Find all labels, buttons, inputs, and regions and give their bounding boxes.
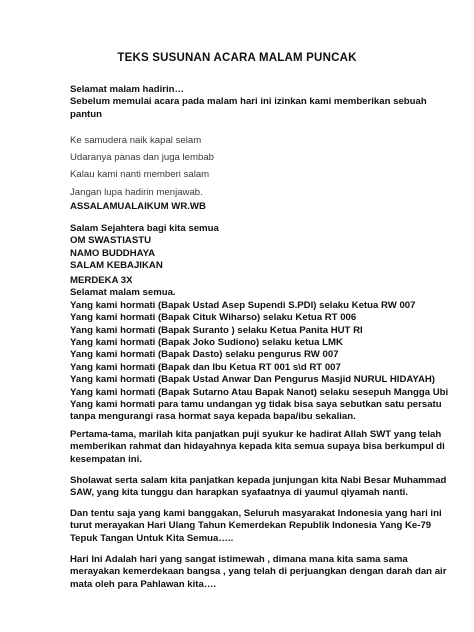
paragraph-special-day [70,554,447,591]
paragraph-line: SAW, yang kita tunggu dan harapkan syafaatnya di yaumul qiyamah nanti. [70,487,408,499]
greeting-line: OM SWASTIASTU [70,235,152,247]
paragraph-line: memberikan rahmat dan hidayahnya kepada kita semua supaya bisa berkumpul di [70,441,445,453]
assalamualaikum-line [70,201,438,213]
paragraph-line: mata oleh para Pahlawan kita…. [70,578,217,590]
merdeka-line: tanpa mengurangi rasa hormat saya kepada bapa/ibu sekalian. [70,411,356,423]
paragraph-line: kesempatan ini. [70,453,142,465]
paragraph-line: Hari Ini Adalah hari yang sangat istimewah , dimana mana kita sama sama [70,554,408,565]
greeting-line: Salam Sejahtera bagi kita semua [70,223,219,234]
greetings-section [70,223,438,273]
merdeka-line: Yang kami hormati (Bapak Cituk Wiharso) selaku Ketua RT 006 [70,312,357,324]
merdeka-line: Yang kami hormati (Bapak Sutarno Atau Bapak Nanot) selaku sesepuh Mangga Ubi [70,386,449,398]
paragraph-line: turut merayakan Hari Ulang Tahun Kemerdekan Republik Indonesia Yang Ke-79 [70,520,432,532]
merdeka-line: Yang kami hormati para tamu undangan yg tidak bisa saya sebutkan satu persatu [70,399,442,411]
paragraph-line: Pertama-tama, marilah kita panjatkan puji syukur ke hadirat Allah SWT yang telah [70,429,442,440]
pantun-line: Ke samudera naik kapal selam [70,135,202,146]
paragraph-celebration [70,508,442,545]
merdeka-line: Yang kami hormati (Bapak Suranto ) selaku Ketua Panita HUT RI [70,324,363,336]
greeting-line: NAMO BUDDHAYA [70,247,156,259]
assalamualaikum-text: ASSALAMUALAIKUM WR.WB [70,201,206,212]
paragraph-line: Sholawat serta salam kita panjatkan kepada junjungan kita Nabi Besar Muhammad [70,475,447,486]
paragraph-line: Tepuk Tangan Untuk Kita Semua….. [70,532,234,544]
merdeka-line: Yang kami hormati (Bapak Dasto) selaku pengurus RW 007 [70,349,339,361]
paragraph-line: merayakan kemerdekaan bangsa , yang telah di perjuangkan dengan darah dan air [70,566,447,578]
greeting-line: SALAM KEBAJIKAN [70,260,163,272]
pantun-line: Jangan lupa hadirin menjawab. [70,186,203,198]
pantun-line: Udaranya panas dan juga lembab [70,152,215,164]
merdeka-line: MERDEKA 3X [70,275,133,286]
opening-intro: Sebelum memulai acara pada malam hari ini izinkan kami memberikan sebuah pantun [70,96,427,120]
paragraph-gratitude [70,429,445,466]
merdeka-section [70,275,449,424]
pantun-section [70,132,438,201]
merdeka-line: Selamat malam semua. [70,287,176,299]
merdeka-line: Yang kami hormati (Bapak Joko Sudiono) selaku ketua LMK [70,337,343,349]
pantun-line: Kalau kami nanti memberi salam [70,169,210,181]
paragraph-line: Dan tentu saja yang kami banggakan, Seluruh masyarakat Indonesia yang hari ini [70,508,442,519]
paragraph-sholawat [70,475,447,500]
opening-greeting: Selamat malam hadirin… [70,84,185,95]
merdeka-line: Yang kami hormati (Bapak Ustad Asep Supendi S.PDI) selaku Ketua RW 007 [70,299,416,311]
opening-section [70,84,438,121]
document-title: TEKS SUSUNAN ACARA MALAM PUNCAK [117,52,357,64]
merdeka-line: Yang kami hormati (Bapak dan Ibu Ketua RT 001 s\d RT 007 [70,361,341,373]
merdeka-line: Yang kami hormati (Bapak Ustad Anwar Dan Pengurus Masjid NURUL HIDAYAH) [70,374,435,386]
